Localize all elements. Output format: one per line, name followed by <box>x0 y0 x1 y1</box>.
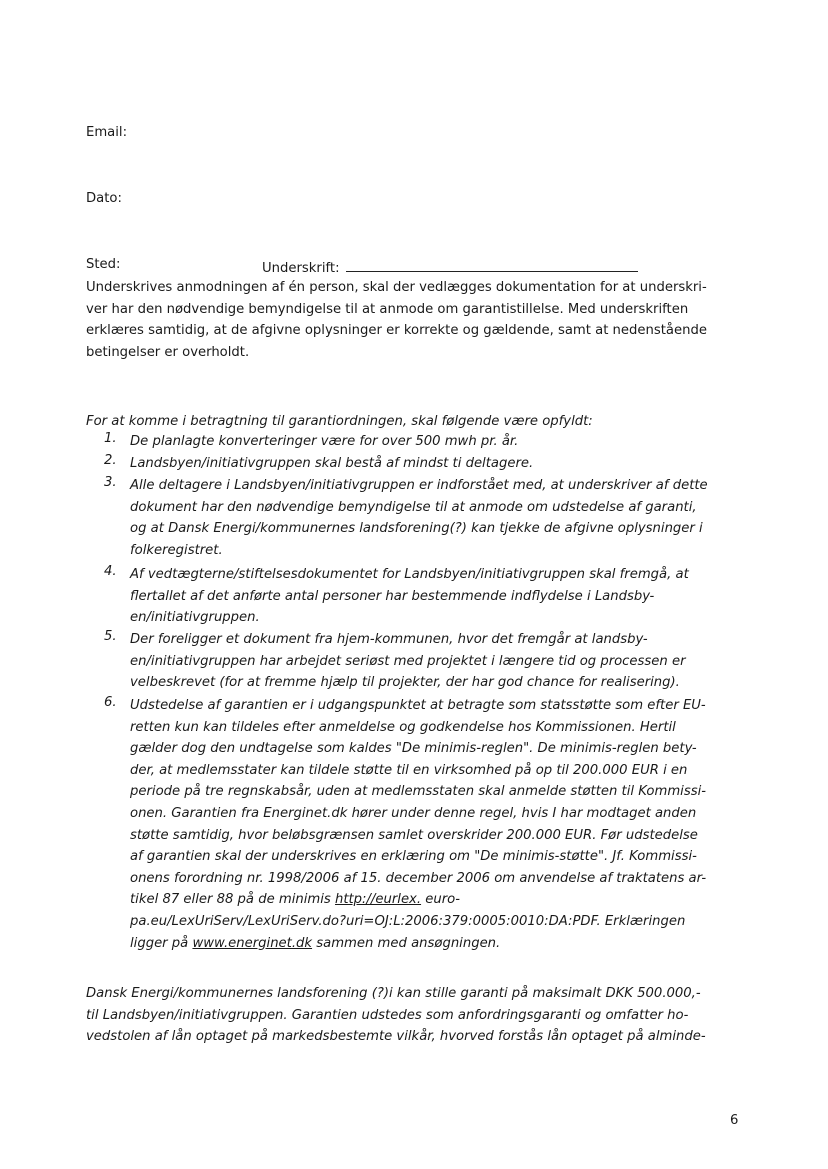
intro-line: erklæres samtidig, at de afgivne oplysninger er korrekte og gældende, samt at nedenstående <box>86 323 707 339</box>
condition-number: 4. <box>104 564 117 579</box>
conditions-heading: For at komme i betragtning til garantiordningen, skal følgende være opfyldt: <box>86 414 593 429</box>
eurlex-link[interactable]: http://eurlex. <box>334 892 422 908</box>
condition-line: Alle deltagere i Landsbyen/initiativgruppen er indforstået med, at underskriver af dette <box>130 478 708 493</box>
closing-line: Dansk Energi/kommunernes landsforening (?)i kan stille garanti på maksimalt DKK 500.000,- <box>86 986 701 1001</box>
intro-paragraph <box>86 277 746 363</box>
closing-line: til Landsbyen/initiativgruppen. Garantien udstedes som anfordringsgaranti og omfatter ho- <box>86 1007 689 1023</box>
underskrift-label: Underskrift: <box>262 261 340 276</box>
text-segment: euro- <box>421 892 460 908</box>
sted-label: Sted: <box>86 257 121 272</box>
condition-line: Af vedtægterne/stiftelsesdokumentet for Landsbyen/initiativgruppen skal fremgå, at <box>130 567 689 582</box>
condition-line: Udstedelse af garantien er i udgangspunktet at betragte som statsstøtte som efter EU- <box>130 698 706 713</box>
condition-line: en/initiativgruppen. <box>130 610 260 626</box>
intro-line: Underskrives anmodningen af én person, skal der vedlægges dokumentation for at underskri- <box>86 280 707 295</box>
text-segment: ligger på <box>130 935 193 951</box>
closing-paragraph <box>86 983 746 1048</box>
page-number: 6 <box>730 1113 739 1128</box>
condition-line: retten kun kan tildeles efter anmeldelse og godkendelse hos Kommissionen. Hertil <box>130 719 676 735</box>
condition-line: støtte samtidig, hvor beløbsgrænsen samlet overskrider 200.000 EUR. Før udstedelse <box>130 827 698 843</box>
intro-line: ver har den nødvendige bemyndigelse til at anmode om garantistillelse. Med underskriften <box>86 301 689 317</box>
condition-line <box>130 889 746 911</box>
condition-line: en/initiativgruppen har arbejdet seriøst med projektet i længere tid og processen er <box>130 653 686 669</box>
condition-line: og at Dansk Energi/kommunernes landsforening(?) kan tjekke de afgivne oplysninger i <box>130 521 703 537</box>
condition-line: Der foreligger et dokument fra hjem-kommunen, hvor det fremgår at landsby- <box>130 632 648 647</box>
condition-number: 1. <box>104 431 117 446</box>
condition-line: onens forordning nr. 1998/2006 af 15. december 2006 om anvendelse af traktatens ar- <box>130 870 707 886</box>
dato-label: Dato: <box>86 191 122 206</box>
condition-line: periode på tre regnskabsår, uden at medlemsstaten skal anmelde støtten til Kommissi- <box>130 784 706 800</box>
underskrift-field <box>262 257 638 276</box>
condition-number: 3. <box>104 475 117 490</box>
condition-line: De planlagte konverteringer være for over 500 mwh pr. år. <box>130 434 519 449</box>
condition-line: folkeregistret. <box>130 542 223 558</box>
condition-line: Landsbyen/initiativgruppen skal bestå af mindst ti deltagere. <box>130 456 534 471</box>
condition-line: af garantien skal der underskrives en erklæring om "De minimis-støtte". Jf. Kommissi- <box>130 849 697 865</box>
condition-line: dokument har den nødvendige bemyndigelse til at anmode om udstedelse af garanti, <box>130 499 697 515</box>
condition-line: velbeskrevet (for at fremme hjælp til projekter, der har god chance for realisering). <box>130 675 680 691</box>
condition-line: flertallet af det anførte antal personer har bestemmende indflydelse i Landsby- <box>130 588 655 604</box>
condition-number: 6. <box>104 695 117 710</box>
condition-line: der, at medlemsstater kan tildele støtte til en virksomhed på op til 200.000 EUR i en <box>130 762 688 778</box>
condition-line: onen. Garantien fra Energinet.dk hører under denne regel, hvis I har modtaget anden <box>130 805 697 821</box>
condition-line: pa.eu/LexUriServ/LexUriServ.do?uri=OJ:L:2006:379:0005:0010:DA:PDF. Erklæringen <box>130 913 686 929</box>
condition-number: 5. <box>104 629 117 644</box>
energinet-link[interactable]: www.energinet.dk <box>192 935 313 951</box>
text-segment: sammen med ansøgningen. <box>312 935 501 951</box>
email-label: Email: <box>86 125 128 140</box>
condition-number: 2. <box>104 453 117 468</box>
closing-line: vedstolen af lån optaget på markedsbestemte vilkår, hvorved forstås lån optaget på alminde- <box>86 1029 706 1045</box>
text-segment: tikel 87 eller 88 på de minimis <box>130 892 335 908</box>
signature-line <box>346 257 638 272</box>
condition-line: gælder dog den undtagelse som kaldes "De minimis-reglen". De minimis-reglen bety- <box>130 741 697 757</box>
intro-line: betingelser er overholdt. <box>86 344 250 360</box>
condition-line <box>130 933 746 955</box>
